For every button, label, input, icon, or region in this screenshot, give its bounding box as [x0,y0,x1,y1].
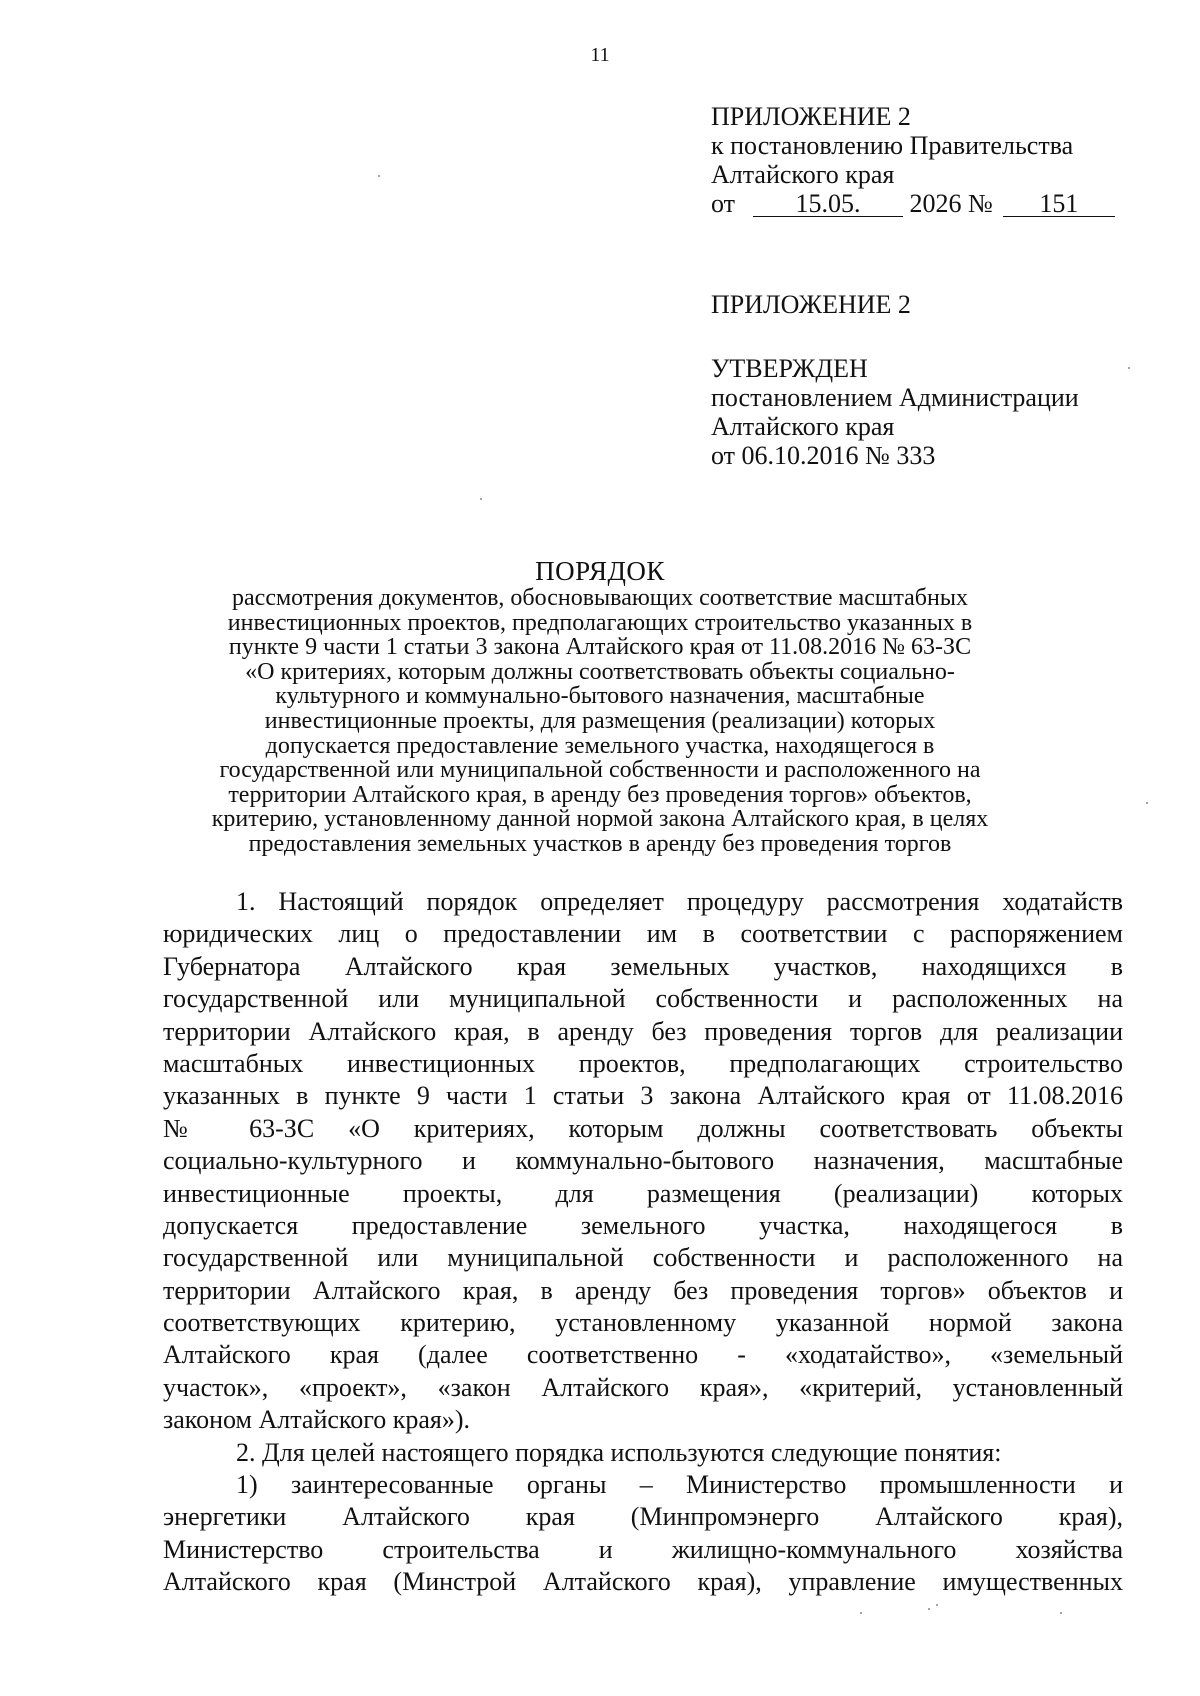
date-year: 2026 [909,189,962,218]
scan-speck [936,1604,938,1606]
order-subtitle-line: рассмотрения документов, обосновывающих соответствие масштабных [232,585,968,611]
appendix-block-original [711,290,911,319]
order-title: ПОРЯДОК [535,556,665,586]
appendix-heading: ПРИЛОЖЕНИЕ 2 [711,290,911,319]
body-line: Алтайского края (далее соответственно - «ходатайство», «земельный [163,1340,1123,1370]
body-line: Министерство строительства и жилищно-коммунального хозяйства [163,1534,1123,1564]
order-subtitle-line: инвестиционных проектов, предполагающих строительство указанных в [227,609,973,636]
approval-line-3: от 06.10.2016 № 333 [711,441,936,470]
body-line: социально-культурного и коммунально-бытового назначения, масштабные [163,1146,1123,1176]
body-line: 1) заинтересованные органы – Министерство промышленности и [236,1470,1123,1500]
date-prefix: от [711,189,736,218]
date-value: 15.05. [753,191,903,217]
body-line: Губернатора Алтайского края земельных участков, находящихся в [163,951,1123,981]
scan-speck [1060,1612,1062,1614]
body-line: территории Алтайского края, в аренду без проведения торгов» объектов и [163,1275,1123,1305]
order-subtitle-line: пункте 9 части 1 статьи 3 закона Алтайского края от 11.08.2016 № 63-ЗС [228,634,972,661]
body-line: допускается предоставление земельного участка, находящегося в [163,1210,1123,1240]
appendix-line-2: Алтайского края [711,160,895,189]
order-subtitle-line: «О критериях, которым должны соответствовать объекты социально- [245,658,955,685]
body-line: энергетики Алтайского края (Минпромэнерго Алтайского края), [163,1502,1123,1532]
order-subtitle-line: культурного и коммунально-бытового назначения, масштабные [275,683,925,710]
scan-speck [928,1608,930,1610]
number-sign: № [968,189,993,218]
body-line: участок», «проект», «закон Алтайского края», «критерий, установленный [163,1372,1123,1402]
scan-speck [860,1612,862,1614]
body-line: соответствующих критерию, установленному указанной нормой закона [163,1308,1123,1338]
order-subtitle [170,586,1030,857]
page-number: 11 [590,44,610,66]
appendix-block-current [711,102,1115,218]
body-text [163,886,1123,1599]
body-line: масштабных инвестиционных проектов, предполагающих строительство [163,1048,1123,1078]
order-subtitle-line: критерию, установленному данной нормой закона Алтайского края, в целях [211,806,989,833]
body-line: Алтайского края (Минстрой Алтайского края), управление имущественных [163,1567,1123,1597]
body-line: законом Алтайского края»). [163,1405,471,1435]
scan-speck [1128,367,1130,369]
body-line: 1. Настоящий порядок определяет процедуру рассмотрения ходатайств [236,887,1123,916]
body-line: инвестиционные проекты, для размещения (реализации) которых [163,1178,1123,1208]
order-subtitle-line: территории Алтайского края, в аренду без проведения торгов» объектов, [228,781,972,808]
order-subtitle-line: допускается предоставление земельного участка, находящегося в [265,732,935,759]
order-subtitle-line: государственной или муниципальной собственности и расположенного на [219,757,981,784]
scan-speck [378,175,380,177]
body-line: государственной или муниципальной собственности и расположенных на [163,984,1123,1014]
scan-speck [480,498,482,500]
approval-block [711,354,1079,470]
appendix-heading: ПРИЛОЖЕНИЕ 2 [711,102,911,131]
approval-heading: УТВЕРЖДЕН [711,354,868,383]
number-value: 151 [1003,191,1115,217]
body-line: территории Алтайского края, в аренду без проведения торгов для реализации [163,1016,1123,1046]
order-subtitle-line: предоставления земельных участков в аренду без проведения торгов [248,830,952,857]
scan-speck [1146,802,1148,804]
order-subtitle-line: инвестиционные проекты, для размещения (реализации) которых [264,707,936,734]
approval-line-2: Алтайского края [711,412,895,441]
body-line: указанных в пункте 9 части 1 статьи 3 закона Алтайского края от 11.08.2016 [163,1081,1123,1111]
appendix-line-1: к постановлению Правительства [711,131,1074,160]
appendix-date-line [711,189,1115,218]
approval-line-1: постановлением Администрации [711,383,1079,412]
body-line: юридических лиц о предоставлении им в соответствии с распоряжением [163,919,1123,949]
body-line: государственной или муниципальной собственности и расположенного на [163,1243,1123,1273]
body-line: № 63-ЗС «О критериях, которым должны соответствовать объекты [163,1113,1123,1143]
body-line: 2. Для целей настоящего порядка используются следующие понятия: [236,1437,1002,1467]
